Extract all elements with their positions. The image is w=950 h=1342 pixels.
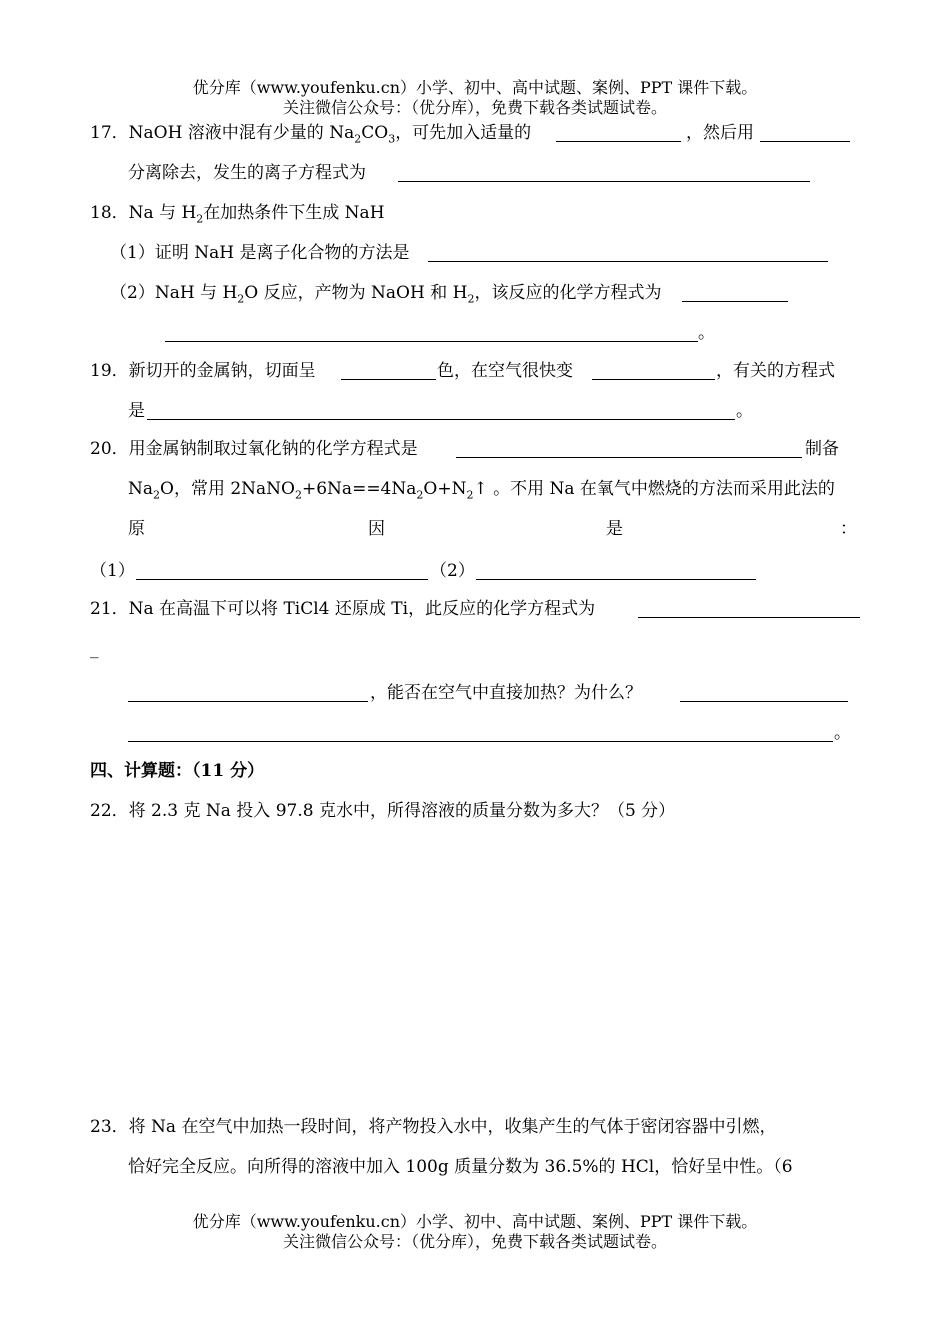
header-line-1: 优分库（www.youfenku.cn）小学、初中、高中试题、案例、PPT 课件下载。: [192, 78, 758, 97]
answer-blank: [147, 404, 735, 420]
answer-blank: [128, 726, 833, 742]
header-line-2: 关注微信公众号：（优分库），免费下载各类试题试卷。: [282, 98, 667, 117]
answer-blank: [165, 326, 698, 342]
answer-blank: [682, 286, 788, 302]
answer-blank: [428, 246, 828, 262]
answer-blank: [128, 686, 368, 702]
answer-blank: [680, 686, 848, 702]
answer-blank: [638, 602, 860, 618]
answer-blank: [476, 564, 756, 580]
answer-blank: [136, 564, 428, 580]
answer-blank: [341, 364, 436, 380]
footer-line-1: 优分库（www.youfenku.cn）小学、初中、高中试题、案例、PPT 课件下载。: [192, 1212, 758, 1231]
answer-blank: [456, 442, 802, 458]
answer-blank: [398, 166, 810, 182]
answer-blank: [592, 364, 715, 380]
footer-line-2: 关注微信公众号：（优分库），免费下载各类试题试卷。: [282, 1232, 667, 1251]
answer-blank: [556, 126, 681, 142]
answer-blank: [760, 126, 850, 142]
